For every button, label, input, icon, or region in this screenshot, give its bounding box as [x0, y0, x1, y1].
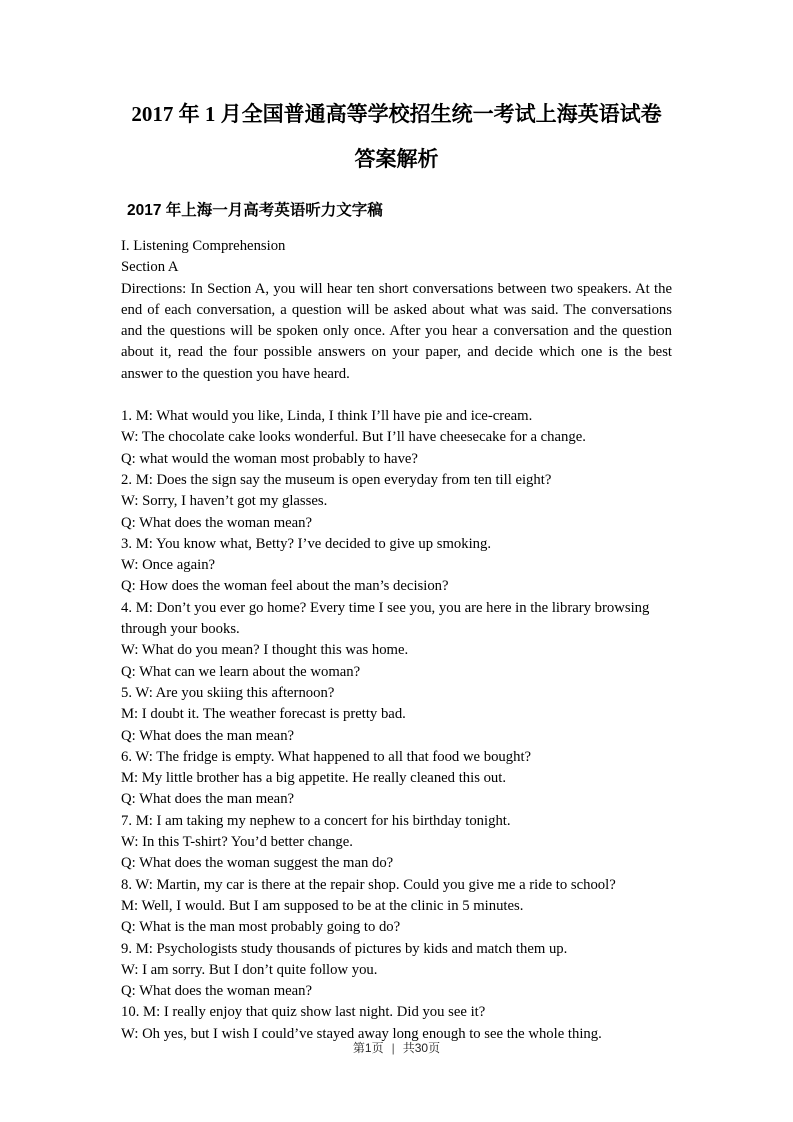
page-footer [0, 1039, 793, 1056]
transcript-line: Q: What does the woman mean? [121, 983, 313, 1000]
transcript-line: W: Sorry, I haven’t got my glasses. [121, 493, 328, 510]
transcript-line: Q: What does the man mean? [121, 791, 295, 808]
transcript-line: 2. M: Does the sign say the museum is open everyday from ten till eight? [121, 471, 552, 488]
transcript-line: M: Well, I would. But I am supposed to be at the clinic in 5 minutes. [121, 897, 524, 914]
transcript-line: 6. W: The fridge is empty. What happened to all that food we bought? [121, 748, 532, 765]
transcript-line: M: I doubt it. The weather forecast is pretty bad. [121, 706, 406, 723]
transcript-line: 10. M: I really enjoy that quiz show last night. Did you see it? [121, 1004, 486, 1021]
page-title-line2: 答案解析 [354, 147, 439, 171]
transcript-line: 3. M: You know what, Betty? I’ve decided to give up smoking. [121, 535, 492, 552]
transcript-line: M: My little brother has a big appetite. He really cleaned this out. [121, 770, 507, 787]
transcript-line: 9. M: Psychologists study thousands of pictures by kids and match them up. [121, 940, 568, 957]
transcript-line: Q: What is the man most probably going to do? [121, 919, 401, 936]
transcript-line: Q: What does the man mean? [121, 727, 295, 744]
transcript-line: Q: What can we learn about the woman? [121, 663, 361, 680]
transcript-line: W: I am sorry. But I don’t quite follow you. [121, 961, 378, 978]
transcript-line: Q: what would the woman most probably to have? [121, 450, 418, 467]
transcript-line: W: Once again? [121, 557, 216, 574]
section-subtitle: 2017 年上海一月高考英语听力文字稿 [127, 202, 383, 219]
transcript-line: 4. M: Don’t you ever go home? Every time I see you, you are here in the library browsing through your books. [121, 599, 650, 638]
directions-paragraph: Directions: In Section A, you will hear ten short conversations between two speakers. At the end of each conversation, a question will be asked about what was said. The conversations and the questions will be spoken only once. After you hear a conversation and the question about it, read the four possible answers on your paper, and decide which one is the best answer to the question you have heard. [121, 280, 672, 382]
transcript-line: W: The chocolate cake looks wonderful. But I’ll have cheesecake for a change. [121, 429, 586, 446]
heading-listening-comprehension: I. Listening Comprehension [121, 238, 286, 254]
footer-page-total: 共30页 [402, 1041, 441, 1055]
transcript-line: W: In this T-shirt? You’d better change. [121, 834, 353, 851]
page-title [121, 92, 672, 182]
transcript-line: W: Oh yes, but I wish I could’ve stayed away long enough to see the whole thing. [121, 1025, 602, 1042]
page-title-line1: 2017 年 1 月全国普通高等学校招生统一考试上海英语试卷 [131, 102, 662, 126]
footer-separator: | [391, 1041, 395, 1055]
transcript-line: Q: How does the woman feel about the man’s decision? [121, 578, 449, 595]
transcript-line: 7. M: I am taking my nephew to a concert for his birthday tonight. [121, 812, 511, 829]
document-body [121, 236, 672, 1045]
footer-page-current: 第1页 [352, 1041, 384, 1055]
transcript-line: 1. M: What would you like, Linda, I think I’ll have pie and ice-cream. [121, 408, 533, 425]
transcript-line: W: What do you mean? I thought this was home. [121, 642, 409, 659]
transcript-line: 5. W: Are you skiing this afternoon? [121, 684, 335, 701]
transcript-lines [121, 406, 672, 1045]
transcript-line: Q: What does the woman suggest the man do? [121, 855, 394, 872]
transcript-line: 8. W: Martin, my car is there at the repair shop. Could you give me a ride to school? [121, 876, 616, 893]
heading-section-a: Section A [121, 259, 179, 276]
transcript-line: Q: What does the woman mean? [121, 514, 313, 531]
